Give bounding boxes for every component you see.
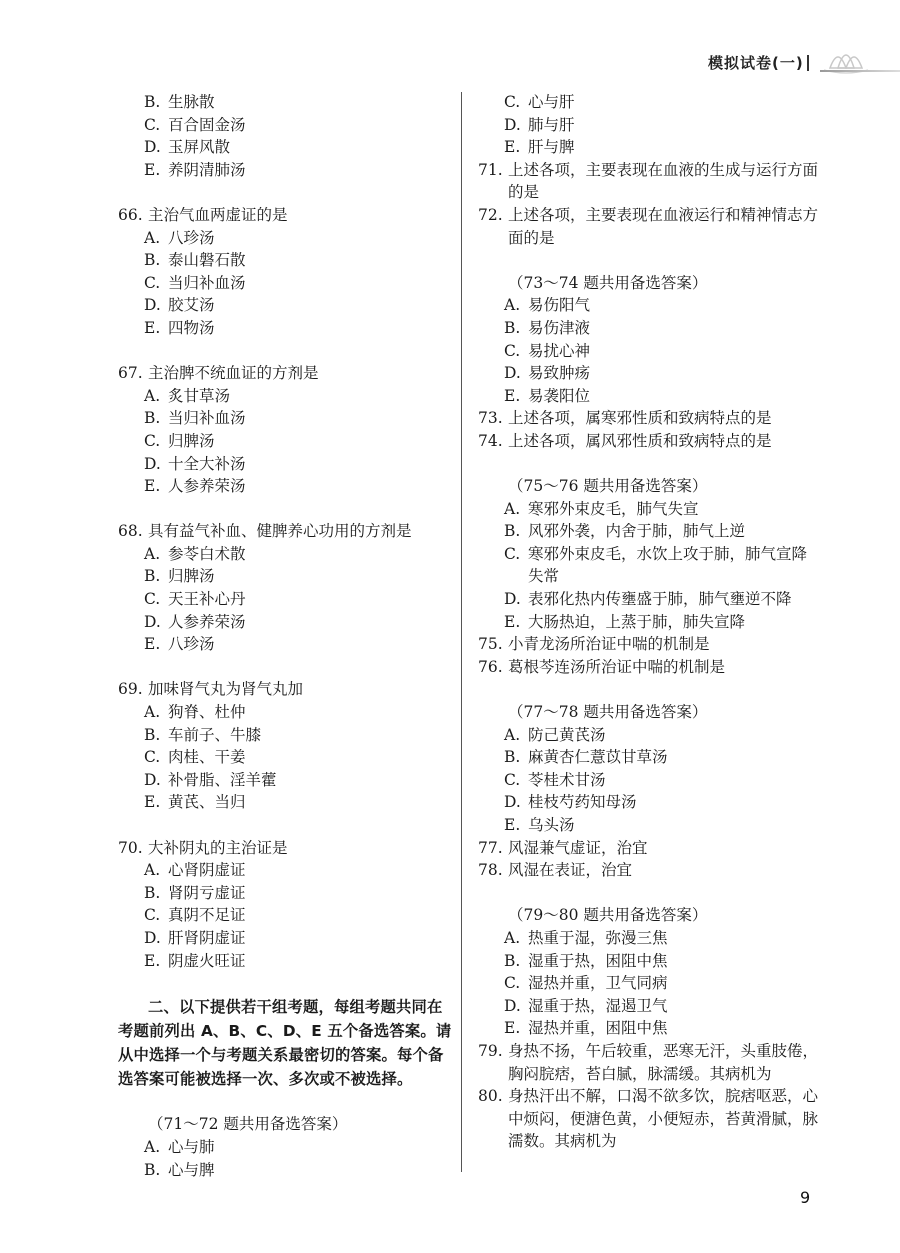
option-item: B. 心与脾 (144, 1160, 215, 1179)
option-item: C. 寒邪外束皮毛，水饮上攻于肺，肺气宣降失常 (504, 544, 808, 586)
option-item: A. 八珍汤 (144, 228, 215, 247)
option-item: C. 心与肝 (504, 93, 575, 111)
question-71: 71. 上述各项，主要表现在血液的生成与运行方面的是 (478, 160, 819, 202)
option-item: E. 湿热并重，困阻中焦 (504, 1019, 668, 1038)
option-item: A. 防己黄芪汤 (504, 725, 606, 744)
option-item: D. 胶艾汤 (144, 296, 215, 315)
option-item: E. 四物汤 (144, 318, 215, 337)
group-heading-73-74: （73～74 题共用备选答案） (508, 273, 708, 292)
question-76: 76. 葛根芩连汤所治证中喘的机制是 (478, 657, 726, 676)
option-item: A. 狗脊、杜仲 (144, 703, 246, 722)
question-72: 72. 上述各项，主要表现在血液运行和精神情志方面的是 (478, 205, 819, 247)
group-heading-79-80: （79～80 题共用备选答案） (508, 906, 708, 925)
group-heading-71-72: （71～72 题共用备选答案） (148, 1115, 348, 1134)
option-item: D. 玉屏风散 (144, 138, 231, 157)
option-item: C. 当归补血汤 (144, 273, 246, 292)
option-item: D. 补骨脂、淫羊藿 (144, 770, 277, 789)
option-item: C. 百合固金汤 (144, 115, 246, 134)
question-69: 69. 加味肾气丸为肾气丸加 (118, 680, 304, 699)
option-item: E. 八珍汤 (144, 635, 215, 654)
option-item: C. 苓桂术甘汤 (504, 770, 606, 789)
question-75: 75. 小青龙汤所治证中喘的机制是 (478, 635, 710, 654)
option-item: B. 肾阴亏虚证 (144, 883, 246, 902)
option-item: A. 心肾阴虚证 (144, 861, 246, 880)
option-item: C. 湿热并重，卫气同病 (504, 974, 668, 993)
group-heading-77-78: （77～78 题共用备选答案） (508, 703, 708, 722)
option-item: E. 养阴清肺汤 (144, 160, 246, 179)
option-item: E. 黄芪、当归 (144, 793, 246, 812)
option-item: C. 天王补心丹 (144, 590, 246, 609)
option-item: D. 人参养荣汤 (144, 612, 246, 631)
option-item: B. 生脉散 (144, 93, 215, 111)
page-number: 9 (800, 1188, 811, 1207)
option-item: A. 心与肺 (144, 1137, 215, 1156)
option-item: A. 热重于湿，弥漫三焦 (504, 928, 668, 947)
option-item: B. 麻黄杏仁薏苡甘草汤 (504, 748, 668, 767)
option-item: C. 肉桂、干姜 (144, 748, 246, 767)
option-item: E. 阴虚火旺证 (144, 951, 246, 970)
option-item: B. 泰山磐石散 (144, 251, 246, 270)
option-item: C. 真阴不足证 (144, 906, 246, 925)
question-67: 67. 主治脾不统血证的方剂是 (118, 364, 319, 383)
header-divider (807, 55, 809, 71)
question-74: 74. 上述各项，属风邪性质和致病特点的是 (478, 431, 772, 450)
option-item: D. 十全大补汤 (144, 454, 246, 473)
question-78: 78. 风湿在表证，治宜 (478, 861, 633, 880)
question-66: 66. 主治气血两虚证的是 (118, 205, 288, 224)
option-item: D. 易致肿疡 (504, 364, 591, 383)
question-70: 70. 大补阴丸的主治证是 (118, 838, 288, 857)
option-item: B. 车前子、牛膝 (144, 725, 262, 744)
option-item: A. 炙甘草汤 (144, 386, 231, 405)
header-title: 模拟试卷(一) (708, 54, 804, 72)
option-item: B. 归脾汤 (144, 567, 215, 586)
option-item: E. 乌头汤 (504, 816, 575, 834)
option-item: A. 参苓白术散 (144, 544, 246, 563)
option-item: B. 湿重于热，困阻中焦 (504, 951, 668, 970)
column-divider (461, 92, 462, 1172)
option-item: B. 风邪外袭，内舍于肺，肺气上逆 (504, 522, 746, 541)
option-item: B. 易伤津液 (504, 318, 591, 337)
left-column (118, 91, 453, 1181)
section-instructions: 二、以下提供若干组考题，每组考题共同在考题前列出 A、B、C、D、E 五个备选答案。请从中选择一个与考题关系最密切的答案。每个备选答案可能被选择一次、多次或不被选择。 (118, 997, 452, 1088)
question-73: 73. 上述各项，属寒邪性质和致病特点的是 (478, 409, 772, 428)
option-item: E. 人参养荣汤 (144, 477, 246, 496)
option-item: E. 肝与脾 (504, 138, 575, 157)
option-item: C. 易扰心神 (504, 341, 591, 360)
question-79: 79. 身热不扬，午后较重，恶寒无汗，头重肢倦，胸闷脘痞，苔白腻，脉濡缓。其病机为 (478, 1041, 819, 1083)
option-item: B. 当归补血汤 (144, 409, 246, 428)
option-item: D. 湿重于热，湿遏卫气 (504, 996, 668, 1015)
question-80: 80. 身热汗出不解，口渴不欲多饮，脘痞呕恶，心中烦闷，便溏色黄，小便短赤，苔黄滑腻，脉濡数。其病机为 (478, 1087, 819, 1151)
option-item: C. 归脾汤 (144, 431, 215, 450)
option-item: D. 表邪化热内传壅盛于肺，肺气壅逆不降 (504, 590, 792, 609)
option-item: D. 肺与肝 (504, 115, 575, 134)
right-column (478, 91, 818, 1153)
lotus-logo-icon (818, 38, 900, 78)
option-item: D. 肝肾阴虚证 (144, 928, 246, 947)
option-item: D. 桂枝芍药知母汤 (504, 793, 637, 812)
option-item: A. 易伤阳气 (504, 296, 591, 315)
group-heading-75-76: （75～76 题共用备选答案） (508, 477, 708, 496)
question-68: 68. 具有益气补血、健脾养心功用的方剂是 (118, 522, 412, 541)
option-item: E. 易袭阳位 (504, 386, 591, 405)
option-item: A. 寒邪外束皮毛，肺气失宣 (504, 499, 699, 518)
option-item: E. 大肠热迫，上蒸于肺，肺失宣降 (504, 612, 746, 631)
question-77: 77. 风湿兼气虚证，治宜 (478, 838, 648, 857)
header-rule (820, 70, 900, 72)
